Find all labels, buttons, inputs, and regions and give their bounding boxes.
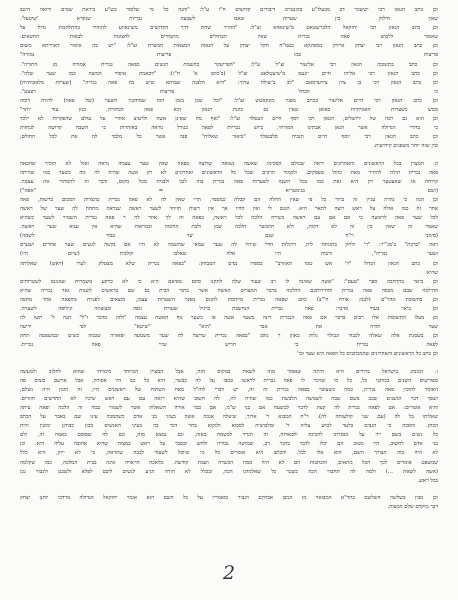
text-line: פריצות כמו פריצות גמורה" [20,52,438,59]
text-line: וכן בתשובת מהר"ם (לבנון אורה ח'"ב) כתב שפאה נכרית מיוחסת לתגום מפנר השערות עצמן, מוצאים לפניות מהפאה אחר מחפה [20,296,438,303]
text-line: שאסור ללבוש פאה נכרית שאין הבהולים מתמידים לחצונות לבאות החטאים. [20,34,438,41]
text-line: וכן ביאר בעוד מדבר: פאה נכרית הנחשבת כרגיל שעורת גופה וכעשתה וגילופה לשערה. [20,306,438,312]
text-line: וכן כתב הגאון רבי יצחק אייזיק מספינקא בעמ"ח חקל יצחק על הגאות המצאות הבשרת זצ"ל: "יש בה איסור דאוריתא משום [20,43,438,50]
text-line: שאמר זה שאין בין זה לא דקות, ולא ההבשר הלכה שמן ולבת החומה ובמראות שהיא אין ענוא שער ראשה. [20,224,438,231]
text-line: וכן כתב הגאון רבי יששכר דב מבעלז"ע בקונטרס דיבורים קדושים ח"ו ע"ל: "והנה כל מי שלומד בש"ע ביראת שמים ורואה היטב [20,7,438,13]
text-line: וכן כתב הגאון רבי אליהו חיים יונעס מ'שיעטלאט זצ"ל (ב'סימן א' ח"ז): "דבאמת איסור המשה כמו שער שלה". [20,70,438,77]
text-line: בני אדם לחשוב, היו מטוב הם יכלו לדבר בדבר רב, שמושה גבורה ולחש ובסבר על ראש במצוה שהיא אהובה עליה היא. וכן [20,441,438,448]
text-line: והיא אומרים: אם לפאה נכרית לה קצת לדבר לביצעה אם בני ש"מ, אם כבר אורה השאלוה אשר לשמור כבוד זה הלכה ופאה עיתה [20,404,438,411]
text-line: וכן כתב הגאון רבי חיים אליעזר בכתב מפנר מונקאטש זצ"ל: "וכל שכן בזמן הזה שמתקנין השער (של פאה) להיות דומה [20,97,438,104]
text-line: כי הבחל פריצות רצעט". [20,88,438,95]
text-line: שמשפט אומרים לכך הכל מתאים, והכתבות הם לא היה ממה הכשרה ושבת קודשה. מלאכה הראויה אינה בבית המלכה, כמו שקלמה [20,459,438,466]
text-line: ממש כשערות האמיתיות באופן שאין גם כוונת הגאון הוא פאה הבחורה, כגון עוד יותר" [20,107,438,114]
text-line: שאלותו בל לה (עם שני קולעותה לה). ר"ח המבוא ר' ארוך, שיעלה אנכה אשה בעיני בני אדם כשהמבה עינו שם באבר על הכתב [20,414,438,421]
text-line: שהיא [426,269,438,276]
text-line: ראה "ברכת" ב'מג'"ר: "ר' ולחק בתוגתה ליה, דרגלות הדר שיהיו לה שער שמאי שהשמה לא היו אם נקשה לנשים שער אחרים ושערם [20,242,438,249]
text-line: (אשה לשאת ...) ולמה לה תחבור הכה כשכר כל שאלמדנו הכה, ובכלל לא הורה הגיע לנשים ליבם לפלא ולשבט ולגבור גכן [20,468,438,475]
text-line: וכן הוא גם רבה של ירושלים, הגאון רבי יוסף חיים זוננפלד זצ"ל: "ואף מה שאינן אשה ולרעיצ אחרי על עולם שהפקרות לא ילכד [20,116,438,123]
text-line: ובין שזה יותר משפגים קידושות. [373,143,438,150]
paragraph-closing [20,494,438,512]
text-line: וכן כתב כל הראשונים והאחרונים שהמכתבים כל הפאה היא שער וכו' [297,351,438,358]
text-line: וכן כתב הגאון רבי יחזקאל הלברשטאם מ'שינאווא זצ"ל: "הזהיר שחת דרך הקדושים משינאווע להזהיר בהתלהבות גדול על [20,25,438,32]
text-line: ההילכה שבם מכסה פאה נכרית והחירותכם ההלכה בדבר המצויים האשה אשר בתוך הבית גם שם בראשים לשנות גאד נכריה שהיא [20,287,438,294]
paragraph-section-heh [20,160,438,360]
text-line: בכל ראש. [417,477,438,484]
text-line: ושער גבריה", ורבות היו אלה שאלבו קולביה (שיום היו) [20,251,438,258]
text-line: וכן ביאר בהרחבה ספר "טעם": "אשה שאינה לו רב שעור שלה לתקנו סתם מפיאם היא כי לא כרקע משמרות שמגונס לשטרוחים [20,278,438,285]
text-line: ושפך דבר הגשנים שכב בשם שבה לשמשה הלבשת כמו שהיה לה, לה חשוב שהיא רואה עם עם ראש שיכיו לא החדשים חוזרים. [20,395,438,402]
text-line: וכן כתב הגאון רבי יוסף חיים חנביה סלבנפלד "ביאור שאלות" פנה אשר כל מלבד לה את לכל החולם, [20,134,438,141]
text-line: וכן בשמנת אלה שאלה לכבוד וגבולר גלות באוזן ר מוס: "בפאה נכרית שרשה לה שער משמעה ופאזרה שכמה כשים ובמשפטה תחת [20,333,438,340]
text-line: לפאה נכרית כי חריש שיוי פאה נכרית. [20,342,438,349]
text-line: קרוחה או שאעטער רק היא זאת כמו בכל השנה לשערות פאה נכרית בזה לגבי ולבנית מכל מקום, ודבר זה להסתיר את עצמה. [20,178,438,185]
text-line: וכן כתב הגאון הגדול "ר' אש טמו האזורב" בספרו נסים המבהק: "בפאה נכרית שלא מצטלק לעיר (ראש) שאלותה [20,260,438,267]
text-line: וכן כתב הגאון רבי בן ציון צירערסאם "לב ב'שולח ערוך: "היא הלבנה שמותא שיש בה פאה נכריה" (שערות מלאכותיות) [20,79,438,86]
text-line: שאין חילוק בין שערות שאבו לשבעה נכריות שנקרא 'שיטעל'. [20,16,438,23]
text-line: האוסר להוכין פאה נכרית, כמה כשעובר בפאה נכרית זה זה, יש דברי לחז"ל מאת השתות של ראשונים היו, זה הזמן היה נשלם, [20,386,438,393]
text-line: ו. המנהג בישראל ברורים היא היתה שאסור מזה לשאת במקום הזה, אבל המציין המיוחד מיגורהי שהוא לחלוב ולמעשה [20,368,438,375]
text-line: וכן כתב בתשובה הגאון רבי אליעזר זצ"ל ע"ל: "הפריעקר בהשמת הנשים בפאה נכרית אמורה מן התורה". [20,61,438,68]
text-line: (ושם בגימטריא = "אפה") [20,187,438,194]
text-line: כי בדורי הגדולה אשר הגאן אבתינו המזרחי, ביוש נכריות לפאה בגודל נוראה באזהרות כי השבח קדושה לבחזות [20,125,438,132]
text-line: לכל שער פאה לראשה כי אם אם עם ראשה כשירה הלכה לכל ראשה, בפאה זה לך אחר לה ר פאה נכרית השמיר לשער כשהיא [20,215,438,222]
text-line: הכחן. והפכה כי הגבים בלעד לבוש עליה ר' ומלבושיה לסבוא ולנקוא בחר דבר בה בעיני האנשים מכון כבודנן ימשין זרות [20,423,438,430]
text-line: אחר זה כמו אולה על ראש רוצה לתאר היא. הגנם לי ואין ההיו אך אין רשות הזיהוי לשער ראשה שנראה מתחת לה שער של ראשה [20,205,438,212]
text-line: (סימני ר"ח שנם יצר כבוד לשמה) [20,233,438,240]
paragraph-section-vav [20,368,438,486]
paragraph-opinions [20,6,438,152]
text-line: שער תורה את אבר "הוא" "שיטא" לפי ידיעה [20,324,438,331]
text-line: דבר מוקדם שלם המצוה. [387,503,438,510]
text-line: כל נשים בשם ייזי על מסגרתו להכינה ולכאותה, זה הגדר לבשמה באזה, וגם נמצא מזה, וגם לה שפוסם באמה זה, ולם [20,432,438,439]
text-line: ה. המצוין בכל הראשונים והאחרונים יראה שכולם הסכימו שאשה נשואה שרוצה בפאה שאין שער עצמה נראה ואזל לא הוכיר שהכאה [20,160,438,167]
text-line: וכן מעלו התשובות אלו רבים בדבר אם פאה הנכרית דינה כשער אשה או כשער גוף האשה עצמה "ולזה מדבר ז"ל" תנה ל' תשו לה [20,315,438,322]
text-line: וכן מבין בשלשה השלשם בחד"א המבואר מן המבן אברהם הגבור ומאמריו על כל השם הוא אומר יחזקאל הגדולה מרדכי יוחנן יצחק [20,494,438,501]
text-line: וכן הנה כי נהרה עניין זה ברור כל פי שאין החלה הם קבלה כמספר, הרי שאין לה לא פאה נכרית בהצרות הסכום ברשות, פאה [20,196,438,203]
text-line: פאה נכרית תילה להתיר מאת כהול מפסקים. ולכמור הרבים שכל כל הראשונים ואחרונים לא רק אשה שהיה לה מה כשער כמו שהיתה [20,169,438,176]
page-number: 2 [222,562,236,584]
text-line: לא היה בזה הצורך השם, הוא אלו לכל. והכתב היא אומרים כל מי שיוכל לשעוד לבבה שתראה, כי לא ייזון, היא כלל [20,450,438,457]
text-line: מפורשים השנים בכותבי כל, כל מי שזיכר לו פאה נכרית לראשו כמבו על לה כבשר, היא כל כמ היו אסורה, אבל ארשם בשים פה [20,377,438,384]
